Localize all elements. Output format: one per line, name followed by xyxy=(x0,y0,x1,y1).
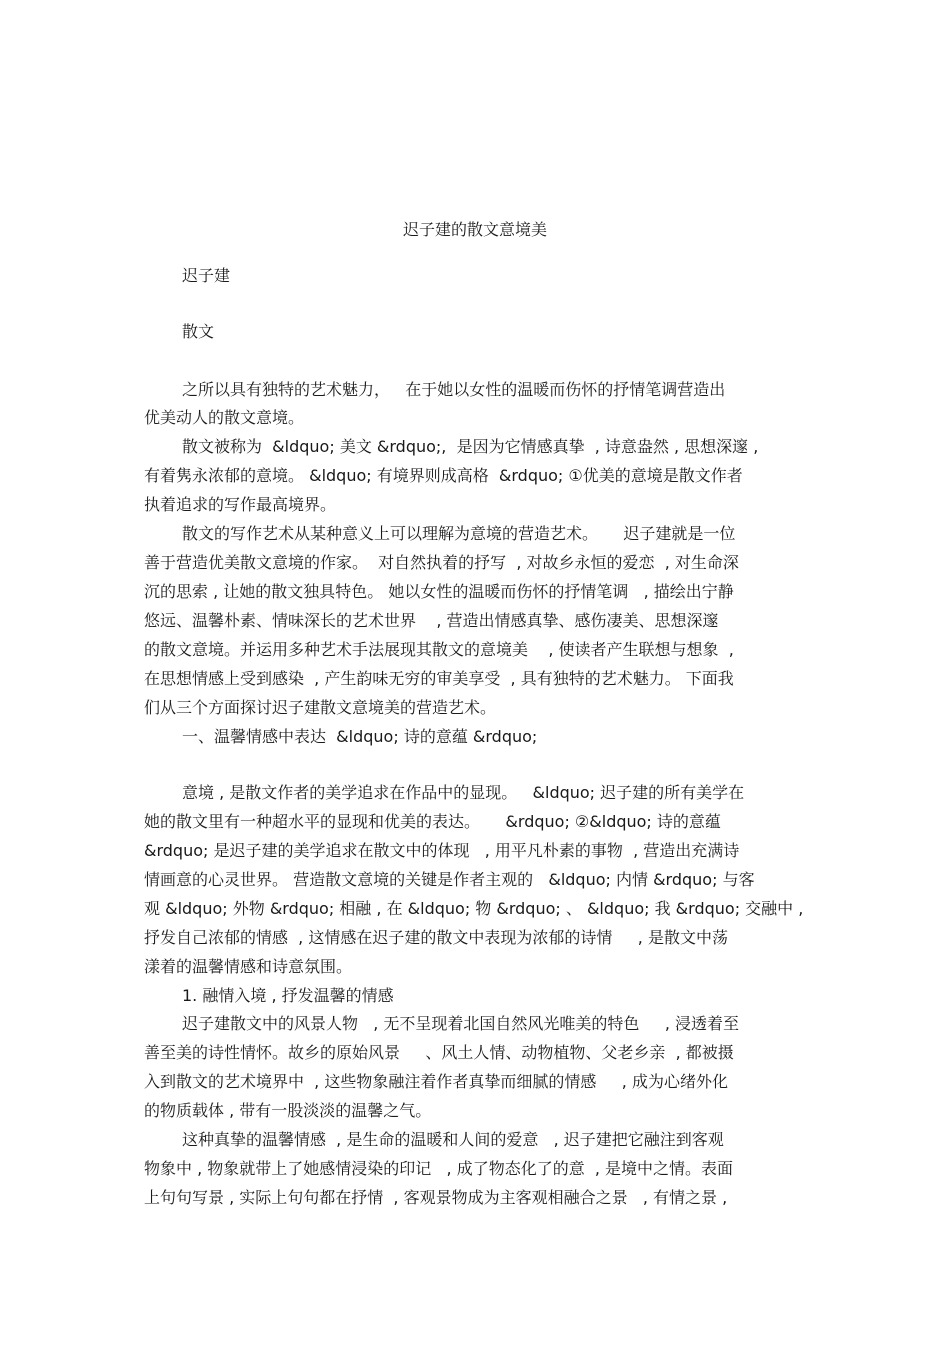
text-line: 散文的写作艺术从某种意义上可以理解为意境的营造艺术。 迟子建就是一位 xyxy=(182,524,736,543)
text-line: 意境 , 是散文作者的美学追求在作品中的显现。 &ldquo; 迟子建的所有美学在 xyxy=(182,783,745,802)
text-line: 们从三个方面探讨迟子建散文意境美的营造艺术。 xyxy=(144,698,497,717)
text-line: 悠远、温馨朴素、情味深长的艺术世界 , 营造出情感真挚、感伤凄美、思想深邃 xyxy=(144,611,719,630)
text-line: 善至美的诗性情怀。故乡的原始风景 、风土人情、动物植物、父老乡亲 , 都被摄 xyxy=(144,1043,734,1062)
text-line: 优美动人的散文意境。 xyxy=(144,408,305,427)
text-line: 她的散文里有一种超水平的显现和优美的表达。 &rdquo; ②&ldquo; 诗的意蕴 xyxy=(144,812,721,831)
text-line: 上句句写景 , 实际上句句都在抒情 , 客观景物成为主客观相融合之景 , 有情之景 , xyxy=(144,1188,728,1207)
text-line: 执着追求的写作最高境界。 xyxy=(144,495,337,514)
text-line: 在思想情感上受到感染 , 产生韵味无穷的审美享受 , 具有独特的艺术魅力。 下面我 xyxy=(144,669,734,688)
text-line: 之所以具有独特的艺术魅力， 在于她以女性的温暖而伤怀的抒情笔调营造出 xyxy=(182,380,726,399)
text-line: &rdquo; 是迟子建的美学追求在散文中的体现 , 用平凡朴素的事物 , 营造出充满诗 xyxy=(144,841,740,860)
text-line: 的散文意境。并运用多种艺术手法展现其散文的意境美 , 使读者产生联想与想象 , xyxy=(144,640,734,659)
text-line: 散文被称为 &ldquo; 美文 &rdquo;, 是因为它情感真挚 , 诗意盎然 , 思想深邃 , xyxy=(182,437,759,456)
text-line: 物象中 , 物象就带上了她感情浸染的印记 , 成了物态化了的意 , 是境中之情。表面 xyxy=(144,1159,734,1178)
genre-label: 散文 xyxy=(182,322,215,341)
text-line: 迟子建散文中的风景人物 , 无不呈现着北国自然风光唯美的特色 , 浸透着至 xyxy=(182,1014,740,1033)
section-heading: 一、温馨情感中表达 &ldquo; 诗的意蕴 &rdquo; xyxy=(182,727,538,746)
text-line: 的物质载体 , 带有一股淡淡的温馨之气。 xyxy=(144,1101,432,1120)
text-line: 情画意的心灵世界。 营造散文意境的关键是作者主观的 &ldquo; 内情 &rdquo; 与客 xyxy=(144,870,755,889)
text-line: 善于营造优美散文意境的作家。 对自然执着的抒写 , 对故乡永恒的爱恋 , 对生命深 xyxy=(144,553,739,572)
text-line: 漾着的温馨情感和诗意氛围。 xyxy=(144,957,353,976)
author-name: 迟子建 xyxy=(182,266,231,285)
text-line: 有着隽永浓郁的意境。 &ldquo; 有境界则成高格 &rdquo; ①优美的意境是散文作者 xyxy=(144,466,743,485)
text-line: 观 &ldquo; 外物 &rdquo; 相融 , 在 &ldquo; 物 &rdquo; 、 &ldquo; 我 &rdquo; 交融中 , xyxy=(144,899,804,918)
text-line: 入到散文的艺术境界中 , 这些物象融注着作者真挚而细腻的情感 , 成为心绪外化 xyxy=(144,1072,728,1091)
article-title: 迟子建的散文意境美 xyxy=(402,220,547,239)
text-line: 沉的思索 , 让她的散文独具特色。 她以女性的温暖而伤怀的抒情笔调 , 描绘出宁静 xyxy=(144,582,734,601)
text-line: 这种真挚的温馨情感 , 是生命的温暖和人间的爱意 , 迟子建把它融注到客观 xyxy=(182,1130,724,1149)
text-line: 抒发自己浓郁的情感 , 这情感在迟子建的散文中表现为浓郁的诗情 , 是散文中荡 xyxy=(144,928,728,947)
subsection-heading: 1. 融情入境 , 抒发温馨的情感 xyxy=(182,986,394,1005)
